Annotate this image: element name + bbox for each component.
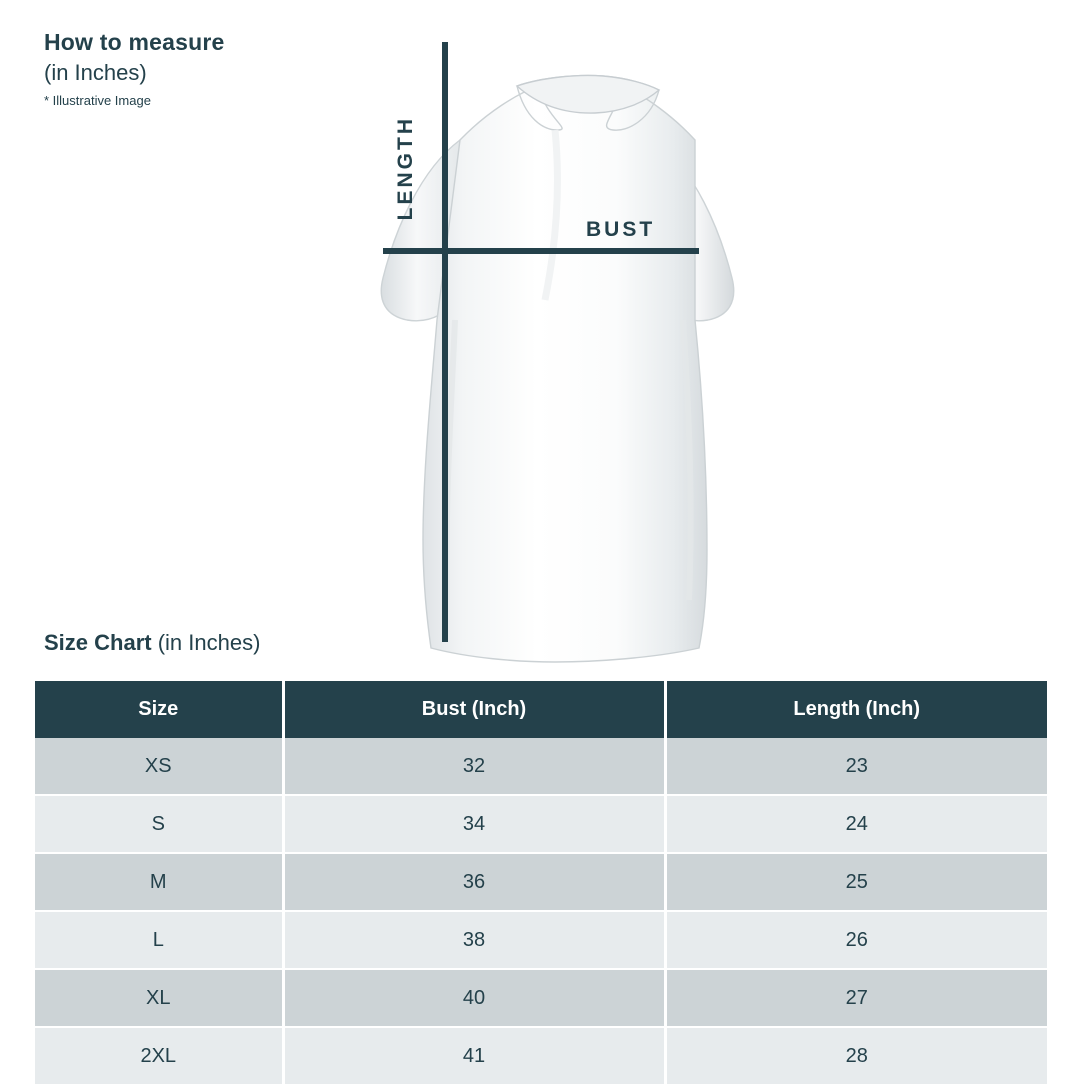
cell-bust: 34	[283, 795, 665, 853]
size-chart-heading-bold: Size Chart	[44, 630, 152, 655]
cell-length: 23	[665, 738, 1047, 795]
cell-length: 25	[665, 853, 1047, 911]
cell-length: 26	[665, 911, 1047, 969]
size-chart-heading	[44, 630, 260, 656]
table-row	[35, 853, 1047, 911]
table-row	[35, 738, 1047, 795]
cell-bust: 40	[283, 969, 665, 1027]
cell-size: XS	[35, 738, 283, 795]
column-header-length: Length (Inch)	[665, 681, 1047, 738]
bust-label: BUST	[586, 218, 656, 241]
size-chart-table-wrap	[35, 681, 1047, 1086]
cell-length: 27	[665, 969, 1047, 1027]
size-chart-heading-units: (in Inches)	[151, 630, 261, 655]
size-chart-table	[35, 681, 1047, 1086]
table-header-row	[35, 681, 1047, 738]
cell-size: M	[35, 853, 283, 911]
cell-bust: 41	[283, 1027, 665, 1085]
cell-bust: 36	[283, 853, 665, 911]
cell-size: L	[35, 911, 283, 969]
table-row	[35, 911, 1047, 969]
cell-bust: 38	[283, 911, 665, 969]
tshirt-illustration	[255, 20, 825, 680]
illustrative-image-note: * Illustrative Image	[44, 93, 151, 109]
column-header-bust: Bust (Inch)	[283, 681, 665, 738]
how-to-measure-title: How to measure	[44, 29, 225, 55]
tshirt-graphic	[255, 20, 825, 680]
cell-size: 2XL	[35, 1027, 283, 1085]
cell-bust: 32	[283, 738, 665, 795]
table-row	[35, 969, 1047, 1027]
column-header-size: Size	[35, 681, 283, 738]
table-row	[35, 795, 1047, 853]
table-row	[35, 1027, 1047, 1085]
cell-length: 24	[665, 795, 1047, 853]
how-to-measure-subtitle: (in Inches)	[44, 59, 147, 85]
cell-size: S	[35, 795, 283, 853]
cell-length: 28	[665, 1027, 1047, 1085]
cell-size: XL	[35, 969, 283, 1027]
length-label: LENGTH	[394, 116, 417, 221]
